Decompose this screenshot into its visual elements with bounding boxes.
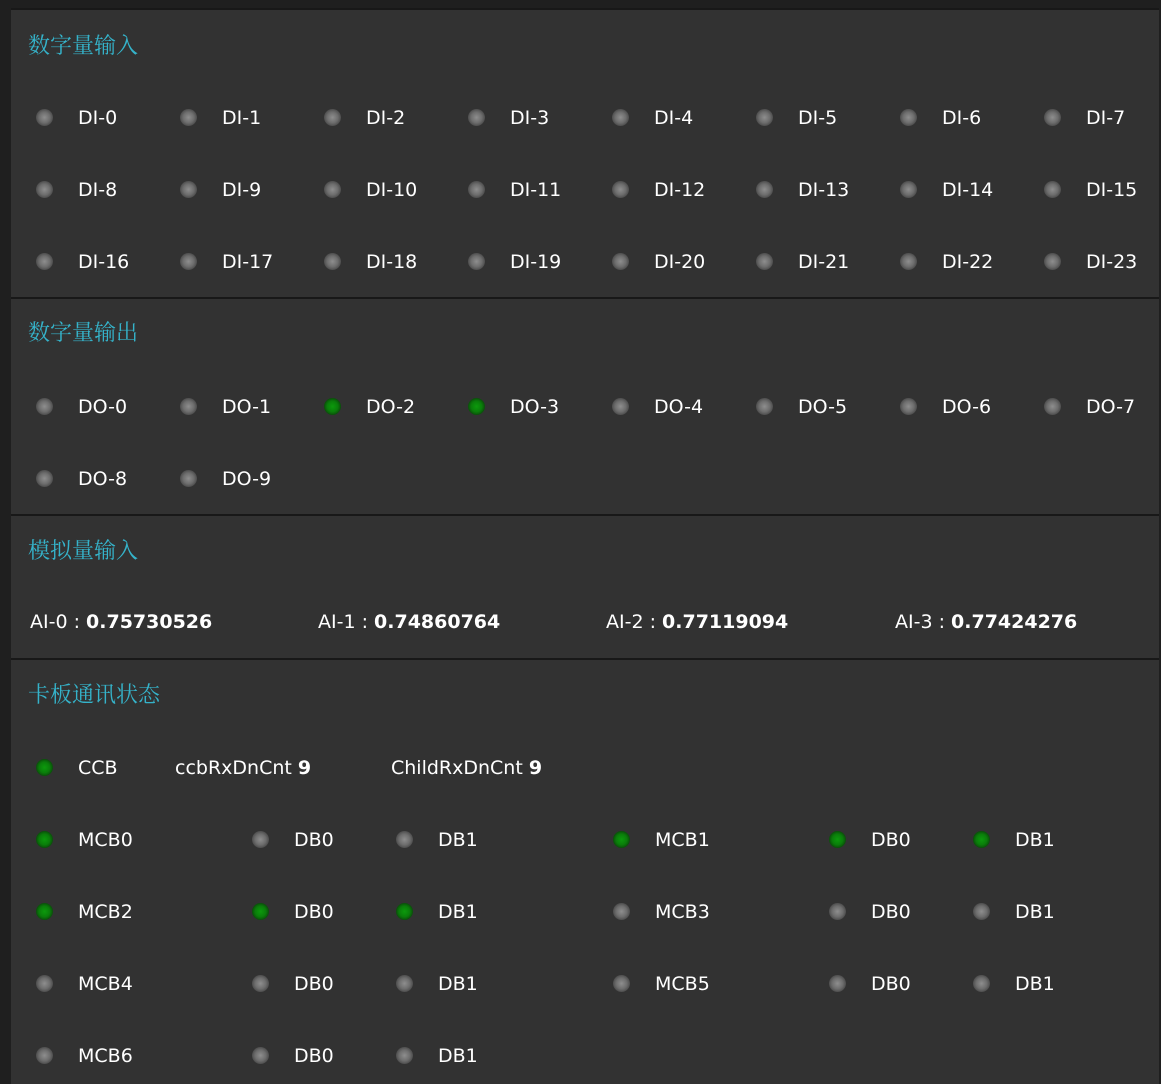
do-indicator-5 [756,392,886,422]
status-led-icon [612,109,629,126]
analog-input-panel [11,514,1159,658]
indicator-label: DI-10 [366,179,418,201]
child-rx-label: ChildRxDnCnt [391,757,529,779]
status-led-icon [36,759,53,776]
di-indicator-9 [180,175,310,205]
status-led-icon [36,1047,53,1064]
indicator-label: DO-0 [78,396,128,418]
indicator-label: DI-17 [222,251,274,273]
status-led-icon [252,903,269,920]
analog-input-title: 模拟量输入 [28,539,139,564]
status-led-icon [468,253,485,270]
board-indicator-3-2 [396,1041,526,1071]
do-indicator-1 [180,392,310,422]
status-led-icon [36,831,53,848]
board-indicator-0-0 [36,825,166,855]
board-indicator-0-2 [396,825,526,855]
di-indicator-5 [756,103,886,133]
di-indicator-8 [36,175,166,205]
di-indicator-13 [756,175,886,205]
indicator-label: DO-3 [510,396,560,418]
indicator-label: MCB1 [655,829,710,851]
status-led-icon [252,975,269,992]
status-led-icon [36,903,53,920]
di-indicator-15 [1044,175,1161,205]
ccb-rx-label: ccbRxDnCnt [175,757,298,779]
indicator-label: DI-4 [654,107,694,129]
indicator-label: DI-11 [510,179,562,201]
indicator-label: DI-20 [654,251,706,273]
indicator-label: DO-6 [942,396,992,418]
status-led-icon [36,398,53,415]
di-indicator-3 [468,103,598,133]
board-indicator-1-0 [36,897,166,927]
board-indicator-1-1 [252,897,382,927]
board-status-panel [11,658,1159,1084]
indicator-label: DI-1 [222,107,262,129]
status-led-icon [612,398,629,415]
status-led-icon [180,470,197,487]
indicator-label: DB1 [1015,829,1055,851]
board-indicator-2-1 [252,969,382,999]
status-led-icon [612,253,629,270]
di-indicator-23 [1044,247,1161,277]
board-indicator-3-0 [36,1041,166,1071]
indicator-label: DI-6 [942,107,982,129]
indicator-label: DB0 [294,973,334,995]
indicator-label: MCB5 [655,973,710,995]
indicator-label: DB0 [294,829,334,851]
di-indicator-20 [612,247,742,277]
do-indicator-7 [1044,392,1161,422]
indicator-label: DI-22 [942,251,994,273]
indicator-label: MCB2 [78,901,133,923]
status-led-icon [36,975,53,992]
status-led-icon [829,975,846,992]
board-indicator-2-3 [613,969,743,999]
indicator-label: DI-16 [78,251,130,273]
indicator-label: DB0 [871,973,911,995]
analog-input-value: 0.75730526 [86,611,213,633]
indicator-label: DI-3 [510,107,550,129]
board-indicator-1-2 [396,897,526,927]
status-led-icon [1044,398,1061,415]
board-indicator-0-5 [973,825,1103,855]
indicator-label: DB1 [438,1045,478,1067]
indicator-label: DB1 [1015,901,1055,923]
analog-input-1 [318,607,500,637]
status-led-icon [900,253,917,270]
status-led-icon [468,398,485,415]
status-led-icon [180,109,197,126]
status-led-icon [1044,181,1061,198]
status-led-icon [324,109,341,126]
ccb-rx-counter [175,753,311,783]
indicator-label: DI-13 [798,179,850,201]
analog-input-value: 0.77424276 [951,611,1078,633]
status-led-icon [613,903,630,920]
indicator-label: MCB4 [78,973,133,995]
child-rx-counter [391,753,542,783]
indicator-label: MCB0 [78,829,133,851]
di-indicator-7 [1044,103,1161,133]
indicator-label: DI-23 [1086,251,1138,273]
status-led-icon [756,109,773,126]
indicator-label: DB1 [438,829,478,851]
board-indicator-2-4 [829,969,959,999]
di-indicator-12 [612,175,742,205]
indicator-label: MCB6 [78,1045,133,1067]
status-led-icon [613,831,630,848]
board-indicator-2-2 [396,969,526,999]
board-indicator-0-1 [252,825,382,855]
analog-input-label: AI-3 : [895,611,952,633]
indicator-label: DO-2 [366,396,416,418]
indicator-label: DI-19 [510,251,562,273]
di-indicator-22 [900,247,1030,277]
status-led-icon [1044,109,1061,126]
status-led-icon [324,181,341,198]
indicator-label: DI-15 [1086,179,1138,201]
di-indicator-4 [612,103,742,133]
status-led-icon [900,181,917,198]
do-indicator-6 [900,392,1030,422]
status-led-icon [36,470,53,487]
status-led-icon [324,253,341,270]
di-indicator-6 [900,103,1030,133]
ccb-rx-value: 9 [297,757,312,779]
status-led-icon [613,975,630,992]
status-led-icon [756,398,773,415]
indicator-label: DB1 [1015,973,1055,995]
digital-input-title: 数字量输入 [28,34,139,59]
digital-output-panel [11,297,1159,514]
status-led-icon [36,181,53,198]
status-led-icon [180,181,197,198]
di-indicator-10 [324,175,454,205]
analog-input-value: 0.77119094 [662,611,789,633]
status-led-icon [36,253,53,270]
do-indicator-8 [36,464,166,494]
di-indicator-19 [468,247,598,277]
indicator-label: DB0 [871,901,911,923]
indicator-label: MCB3 [655,901,710,923]
indicator-label: DB0 [294,901,334,923]
do-indicator-0 [36,392,166,422]
indicator-label: DI-5 [798,107,838,129]
di-indicator-11 [468,175,598,205]
digital-output-title: 数字量输出 [28,321,139,346]
di-indicator-18 [324,247,454,277]
status-led-icon [900,398,917,415]
status-led-icon [829,831,846,848]
indicator-label: DI-2 [366,107,406,129]
indicator-label: DI-21 [798,251,850,273]
status-led-icon [180,253,197,270]
indicator-label: DO-8 [78,468,128,490]
status-led-icon [973,831,990,848]
indicator-label: DO-7 [1086,396,1136,418]
analog-input-label: AI-1 : [318,611,375,633]
analog-input-2 [606,607,788,637]
board-indicator-2-0 [36,969,166,999]
analog-input-0 [30,607,212,637]
indicator-label: DB1 [438,973,478,995]
di-indicator-14 [900,175,1030,205]
di-indicator-1 [180,103,310,133]
ccb-label: CCB [78,757,118,779]
status-led-icon [900,109,917,126]
status-led-icon [1044,253,1061,270]
di-indicator-2 [324,103,454,133]
indicator-label: DI-0 [78,107,118,129]
child-rx-value: 9 [528,757,543,779]
indicator-label: DO-5 [798,396,848,418]
analog-input-value: 0.74860764 [374,611,501,633]
board-status-title: 卡板通讯状态 [28,683,161,708]
indicator-label: DB1 [438,901,478,923]
status-led-icon [396,831,413,848]
di-indicator-17 [180,247,310,277]
indicator-label: DB0 [294,1045,334,1067]
status-led-icon [973,903,990,920]
board-indicator-2-5 [973,969,1103,999]
status-led-icon [252,1047,269,1064]
status-led-icon [973,975,990,992]
do-indicator-9 [180,464,310,494]
status-led-icon [396,975,413,992]
status-led-icon [756,181,773,198]
status-led-icon [396,903,413,920]
board-indicator-3-1 [252,1041,382,1071]
di-indicator-16 [36,247,166,277]
indicator-label: DO-4 [654,396,704,418]
indicator-label: DI-14 [942,179,994,201]
status-led-icon [468,109,485,126]
analog-input-label: AI-0 : [30,611,87,633]
do-indicator-3 [468,392,598,422]
board-indicator-1-4 [829,897,959,927]
indicator-label: DO-9 [222,468,272,490]
indicator-label: DO-1 [222,396,272,418]
status-led-icon [36,109,53,126]
board-indicator-0-4 [829,825,959,855]
status-led-icon [180,398,197,415]
status-led-icon [396,1047,413,1064]
indicator-label: DI-8 [78,179,118,201]
digital-input-panel [11,8,1159,297]
analog-input-3 [895,607,1077,637]
ccb-indicator [36,753,156,783]
indicator-label: DI-12 [654,179,706,201]
board-indicator-1-5 [973,897,1103,927]
indicator-label: DI-18 [366,251,418,273]
do-indicator-2 [324,392,454,422]
status-led-icon [829,903,846,920]
indicator-label: DI-9 [222,179,262,201]
board-indicator-0-3 [613,825,743,855]
di-indicator-0 [36,103,166,133]
status-led-icon [612,181,629,198]
status-led-icon [756,253,773,270]
di-indicator-21 [756,247,886,277]
do-indicator-4 [612,392,742,422]
indicator-label: DB0 [871,829,911,851]
indicator-label: DI-7 [1086,107,1126,129]
board-indicator-1-3 [613,897,743,927]
status-led-icon [252,831,269,848]
status-led-icon [468,181,485,198]
analog-input-label: AI-2 : [606,611,663,633]
status-led-icon [324,398,341,415]
